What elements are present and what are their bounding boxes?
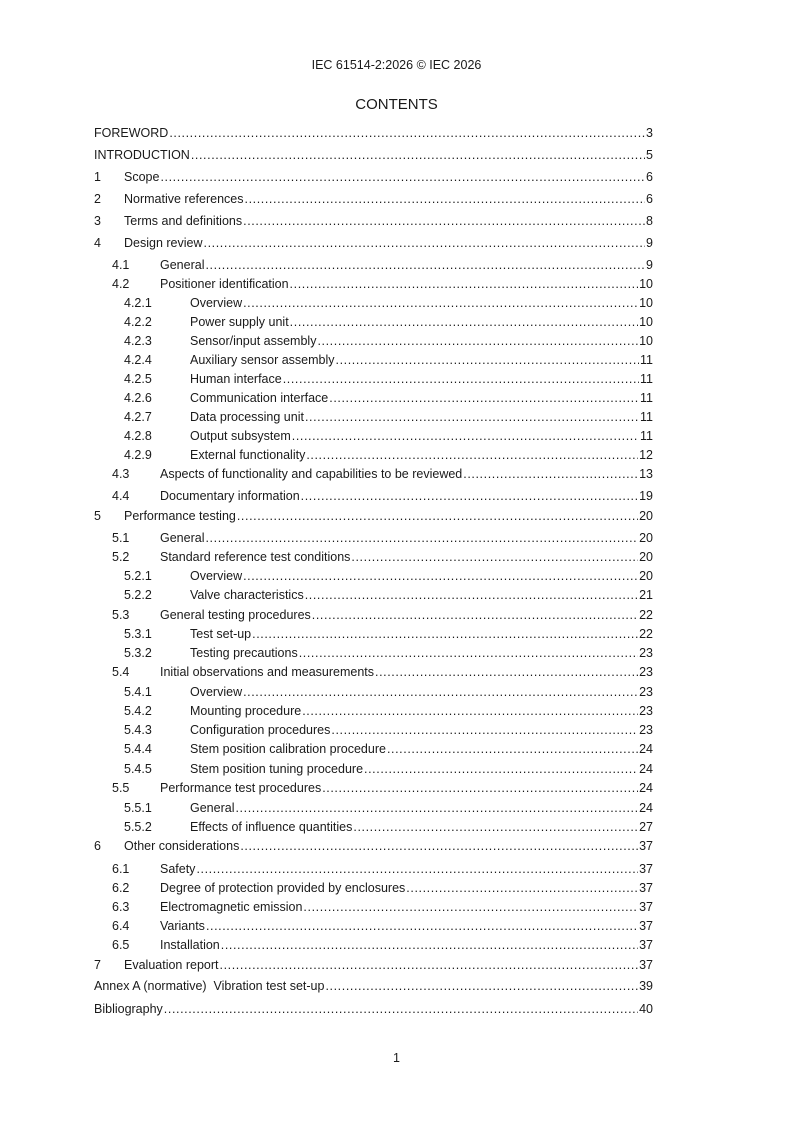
toc-entry-number: 4.2.9 [124,448,152,462]
toc-entry-number: 4.1 [112,258,130,272]
toc-dot-leader [237,508,638,525]
toc-dot-leader [364,761,638,778]
toc-entry-page: 20 [639,550,653,564]
toc-entry[interactable] [94,147,653,164]
toc-entry-title: FOREWORD [94,126,169,140]
toc-entry-page: 9 [646,258,653,272]
toc-entry-page: 37 [639,839,653,853]
toc-entry[interactable] [94,838,653,855]
toc-entry-page: 37 [639,938,653,952]
toc-entry-title: Standard reference test conditions [160,550,351,564]
toc-entry-number: 4.2.5 [124,372,152,386]
toc-entry-title: Safety [160,862,196,876]
toc-dot-leader [243,213,645,230]
toc-entry-number: 4 [94,236,101,250]
toc-entry[interactable] [94,703,653,720]
toc-entry-number: 5.5.2 [124,820,152,834]
toc-entry-title: Power supply unit [190,315,289,329]
toc-dot-leader [305,409,639,426]
toc-entry-number: 4.2 [112,277,130,291]
contents-title: CONTENTS [355,96,438,113]
document-header: IEC 61514-2:2026 © IEC 2026 [311,58,482,72]
toc-entry[interactable] [94,861,653,878]
toc-dot-leader [375,664,638,681]
toc-entry-page: 24 [639,762,653,776]
toc-entry[interactable] [94,957,653,974]
toc-entry-page: 11 [640,372,653,386]
toc-entry[interactable] [94,213,653,230]
toc-dot-leader [351,549,638,566]
toc-dot-leader [220,957,639,974]
toc-entry-page: 37 [639,881,653,895]
toc-dot-leader [303,899,638,916]
toc-entry-page: 3 [646,126,653,140]
toc-entry[interactable] [94,880,653,897]
toc-entry[interactable] [94,626,653,643]
toc-entry-title: Design review [124,236,203,250]
toc-entry[interactable] [94,488,653,505]
toc-dot-leader [322,780,638,797]
toc-entry-title: Degree of protection provided by enclosures [160,881,406,895]
toc-entry[interactable] [94,314,653,331]
toc-entry-page: 40 [639,1002,653,1016]
toc-entry-page: 20 [639,531,653,545]
toc-dot-leader [290,314,638,331]
toc-dot-leader [290,276,639,293]
toc-entry[interactable] [94,295,653,312]
toc-entry-title: Installation [160,938,220,952]
toc-entry-page: 11 [640,353,653,367]
toc-entry-number: 5 [94,509,101,523]
toc-entry-number: 5.3 [112,608,130,622]
toc-entry-page: 11 [640,429,653,443]
toc-entry[interactable] [94,549,653,566]
toc-entry-title: Initial observations and measurements [160,665,375,679]
toc-dot-leader [329,390,639,407]
toc-dot-leader [205,257,645,274]
toc-entry-title: Overview [190,296,243,310]
toc-entry[interactable] [94,257,653,274]
page-number: 1 [393,1051,400,1065]
toc-entry[interactable] [94,352,653,369]
toc-entry-page: 24 [639,742,653,756]
toc-entry-page: 24 [639,801,653,815]
toc-entry-page: 10 [639,334,653,348]
toc-entry-page: 12 [639,448,653,462]
toc-entry-title: Scope [124,170,160,184]
toc-dot-leader [463,466,638,483]
toc-entry-title: General [190,801,235,815]
toc-entry-page: 21 [639,588,653,602]
toc-entry-page: 10 [639,277,653,291]
toc-entry-title: General [160,258,205,272]
toc-entry-number: 5.4.4 [124,742,152,756]
toc-dot-leader [331,722,638,739]
toc-entry[interactable] [94,409,653,426]
toc-entry-number: 4.2.8 [124,429,152,443]
toc-dot-leader [325,978,638,995]
toc-entry-page: 27 [639,820,653,834]
toc-entry-number: 5.3.2 [124,646,152,660]
toc-dot-leader [221,937,638,954]
toc-entry[interactable] [94,371,653,388]
toc-entry-page: 6 [646,192,653,206]
toc-entry-number: 5.1 [112,531,130,545]
toc-dot-leader [353,819,638,836]
toc-entry[interactable] [94,937,653,954]
toc-entry-number: 6.5 [112,938,130,952]
toc-dot-leader [235,800,638,817]
toc-dot-leader [160,169,645,186]
toc-entry-page: 9 [646,236,653,250]
toc-dot-leader [302,703,638,720]
toc-entry-page: 37 [639,862,653,876]
toc-entry[interactable] [94,125,653,142]
toc-entry-number: 4.2.2 [124,315,152,329]
toc-dot-leader [299,645,638,662]
toc-entry-page: 24 [639,781,653,795]
toc-entry-title: Documentary information [160,489,300,503]
toc-entry[interactable] [94,447,653,464]
toc-entry-number: 1 [94,170,101,184]
toc-entry-title: Testing precautions [190,646,298,660]
toc-entry[interactable] [94,587,653,604]
toc-entry[interactable] [94,390,653,407]
toc-entry-title: Output subsystem [190,429,291,443]
toc-entry-page: 13 [639,467,653,481]
toc-entry-number: 4.2.3 [124,334,152,348]
toc-entry-title: Normative references [124,192,244,206]
toc-entry[interactable] [94,607,653,624]
toc-entry-number: 5.4.1 [124,685,152,699]
toc-entry-number: 4.2.4 [124,353,152,367]
toc-dot-leader [306,447,638,464]
toc-entry-page: 37 [639,958,653,972]
toc-dot-leader [292,428,639,445]
toc-entry-number: 5.5.1 [124,801,152,815]
toc-entry-page: 11 [640,410,653,424]
toc-entry-number: 4.2.7 [124,410,152,424]
toc-entry-title: Electromagnetic emission [160,900,303,914]
toc-entry[interactable] [94,684,653,701]
toc-entry-title: Stem position calibration procedure [190,742,386,756]
toc-dot-leader [301,488,638,505]
toc-entry-page: 19 [639,489,653,503]
toc-entry-page: 37 [639,919,653,933]
toc-entry[interactable] [94,530,653,547]
toc-entry-title: Variants [160,919,205,933]
toc-entry-page: 23 [639,685,653,699]
toc-dot-leader [283,371,639,388]
toc-entry-title: General [160,531,205,545]
toc-entry[interactable] [94,169,653,186]
toc-entry-title: Communication interface [190,391,329,405]
toc-entry-title: Sensor/input assembly [190,334,317,348]
toc-entry-title: Performance testing [124,509,236,523]
toc-entry-title: Terms and definitions [124,214,243,228]
toc-entry-number: 5.4 [112,665,130,679]
toc-entry[interactable] [94,276,653,293]
toc-dot-leader [196,861,638,878]
toc-entry-title: Mounting procedure [190,704,302,718]
toc-entry-number: 6.1 [112,862,130,876]
toc-entry-title: Aspects of functionality and capabilities to be reviewed [160,467,463,481]
toc-dot-leader [406,880,638,897]
toc-dot-leader [191,147,645,164]
toc-entry-title: Other considerations [124,839,240,853]
toc-entry[interactable] [94,1001,653,1018]
toc-entry-title: Test set-up [190,627,252,641]
toc-entry-title: Bibliography [94,1002,163,1016]
toc-entry-number: 5.2.2 [124,588,152,602]
toc-entry-page: 20 [639,509,653,523]
toc-entry-title: Auxiliary sensor assembly [190,353,335,367]
toc-entry-number: 5.2 [112,550,130,564]
toc-dot-leader [240,838,638,855]
toc-entry[interactable] [94,761,653,778]
toc-entry[interactable] [94,508,653,525]
toc-dot-leader [336,352,640,369]
toc-dot-leader [387,741,638,758]
toc-entry-page: 5 [646,148,653,162]
toc-dot-leader [252,626,638,643]
toc-entry[interactable] [94,428,653,445]
toc-entry-title: Overview [190,569,243,583]
toc-entry[interactable] [94,664,653,681]
toc-entry-number: 4.3 [112,467,130,481]
toc-entry-title: Valve characteristics [190,588,304,602]
toc-entry-page: 23 [639,646,653,660]
toc-entry-page: 37 [639,900,653,914]
toc-entry-page: 6 [646,170,653,184]
toc-entry[interactable] [94,978,653,995]
toc-entry-page: 23 [639,665,653,679]
toc-entry-page: 11 [640,391,653,405]
toc-entry-number: 4.4 [112,489,130,503]
toc-dot-leader [205,530,638,547]
toc-entry-page: 22 [639,608,653,622]
toc-entry-number: 3 [94,214,101,228]
toc-entry[interactable] [94,899,653,916]
toc-entry[interactable] [94,918,653,935]
toc-entry-number: 2 [94,192,101,206]
toc-dot-leader [164,1001,638,1018]
toc-entry-title: General testing procedures [160,608,311,622]
toc-entry-number: 6.2 [112,881,130,895]
toc-entry-title: Performance test procedures [160,781,322,795]
toc-dot-leader [317,333,638,350]
toc-entry-number: 5.4.2 [124,704,152,718]
toc-entry[interactable] [94,722,653,739]
toc-entry[interactable] [94,780,653,797]
toc-entry-title: Data processing unit [190,410,304,424]
toc-dot-leader [305,587,638,604]
toc-dot-leader [206,918,638,935]
toc-entry-title: Configuration procedures [190,723,331,737]
toc-entry[interactable] [94,819,653,836]
toc-dot-leader [243,568,638,585]
toc-dot-leader [243,295,638,312]
toc-entry-page: 10 [639,315,653,329]
toc-entry[interactable] [94,645,653,662]
toc-entry-page: 22 [639,627,653,641]
toc-entry[interactable] [94,191,653,208]
toc-entry-number: 6.3 [112,900,130,914]
toc-dot-leader [204,235,646,252]
toc-entry-title: Overview [190,685,243,699]
toc-entry[interactable] [94,466,653,483]
toc-entry-number: 6 [94,839,101,853]
toc-entry-number: 6.4 [112,919,130,933]
toc-entry-number: 5.5 [112,781,130,795]
toc-entry[interactable] [94,741,653,758]
toc-entry-page: 8 [646,214,653,228]
toc-entry-number: 5.3.1 [124,627,152,641]
toc-entry-title: Evaluation report [124,958,219,972]
toc-entry-number: 5.4.3 [124,723,152,737]
toc-dot-leader [169,125,645,142]
toc-entry-title: Positioner identification [160,277,289,291]
toc-entry-title: Annex A (normative) Vibration test set-up [94,979,325,993]
toc-entry-number: 4.2.1 [124,296,152,310]
toc-entry-title: INTRODUCTION [94,148,190,162]
toc-entry-title: Human interface [190,372,282,386]
toc-entry-number: 7 [94,958,101,972]
toc-entry-page: 20 [639,569,653,583]
toc-dot-leader [243,684,638,701]
toc-entry-title: Effects of influence quantities [190,820,353,834]
toc-dot-leader [312,607,638,624]
toc-entry[interactable] [94,235,653,252]
toc-entry-title: Stem position tuning procedure [190,762,364,776]
toc-entry[interactable] [94,800,653,817]
toc-entry-number: 5.2.1 [124,569,152,583]
toc-entry-page: 23 [639,723,653,737]
toc-entry-page: 10 [639,296,653,310]
toc-entry[interactable] [94,568,653,585]
toc-entry-title: External functionality [190,448,306,462]
toc-entry-number: 5.4.5 [124,762,152,776]
toc-dot-leader [245,191,646,208]
toc-entry-page: 23 [639,704,653,718]
toc-entry-page: 39 [639,979,653,993]
toc-entry-number: 4.2.6 [124,391,152,405]
toc-entry[interactable] [94,333,653,350]
